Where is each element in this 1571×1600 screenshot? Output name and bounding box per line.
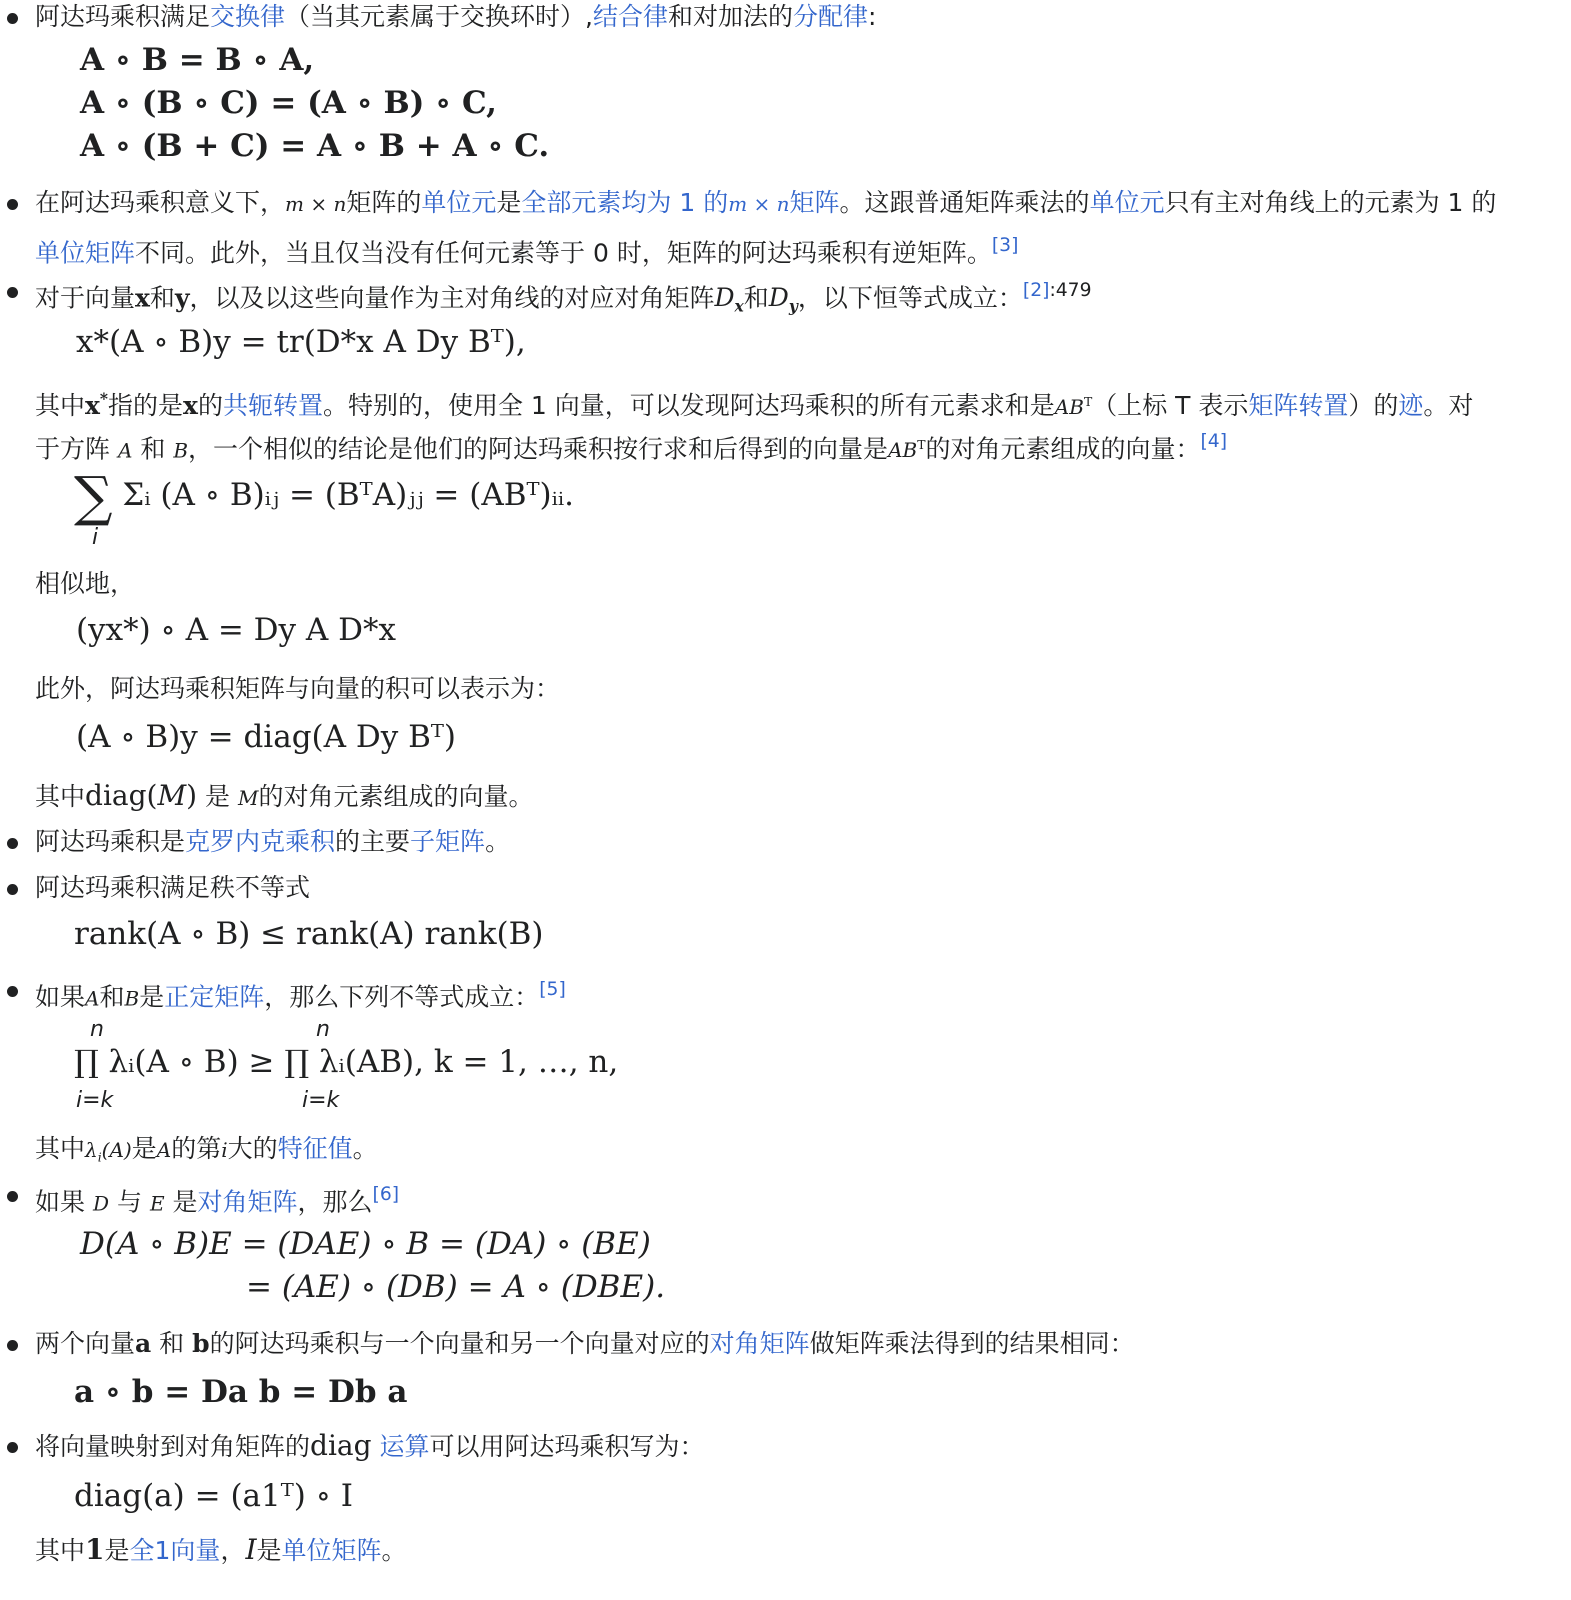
link-identity-element[interactable]: 单位元 bbox=[421, 188, 497, 217]
item3-similarly: 相似地， bbox=[35, 569, 136, 598]
text: 是 bbox=[104, 1536, 130, 1565]
math-mn: m × n bbox=[728, 192, 790, 216]
text: ，那么 bbox=[297, 1187, 373, 1217]
ref-3[interactable]: [3] bbox=[991, 235, 1019, 256]
math-M: M bbox=[237, 786, 259, 810]
link-associative[interactable]: 结合律 bbox=[592, 2, 668, 31]
bullet-1 bbox=[7, 13, 18, 24]
math-y: y bbox=[174, 283, 190, 313]
link-identity-matrix-2[interactable]: 单位矩阵 bbox=[281, 1536, 382, 1565]
link-diagonal-matrix-2[interactable]: 对角矩阵 bbox=[709, 1329, 810, 1358]
math-ABT: $AB^T$ bbox=[1054, 394, 1093, 420]
text: 是 bbox=[256, 1536, 282, 1565]
formula-vector-hadamard: a ∘ b = Da b = Db a bbox=[74, 1374, 408, 1410]
ref-5[interactable]: [5] bbox=[539, 979, 566, 1000]
math-x: x bbox=[85, 391, 100, 421]
link-all-ones[interactable]: 全1 bbox=[129, 1536, 171, 1565]
link-transpose[interactable]: 矩阵转置 bbox=[1248, 391, 1349, 421]
link-diagonal-matrix[interactable]: 对角矩阵 bbox=[197, 1187, 298, 1217]
text: 大的 bbox=[227, 1134, 278, 1163]
text: 做矩阵乘法得到的结果相同： bbox=[809, 1329, 1135, 1358]
item9-where bbox=[35, 1533, 407, 1568]
bullet-2 bbox=[7, 199, 18, 210]
link-trace[interactable]: 迹 bbox=[1398, 391, 1424, 421]
formula-commutative: A ∘ B = B ∘ A, bbox=[80, 42, 315, 78]
item7-text bbox=[35, 1178, 399, 1220]
text: : bbox=[868, 2, 877, 31]
formula-diag-scaling-1: D(A ∘ B)E = (DAE) ∘ B = (DA) ∘ (BE) bbox=[80, 1226, 651, 1262]
text: 其中 bbox=[35, 1134, 86, 1163]
text: ，那么下列不等式成立： bbox=[264, 982, 540, 1012]
text: 是 bbox=[205, 782, 231, 811]
math-one-vector: 1 bbox=[85, 1533, 105, 1566]
link-kronecker[interactable]: 克罗内克乘积 bbox=[185, 827, 336, 856]
item3-para1 bbox=[35, 382, 1473, 424]
text: 将向量映射到对角矩阵的 bbox=[35, 1432, 311, 1461]
prod1-upper: n bbox=[90, 1017, 104, 1042]
text: 两个向量 bbox=[35, 1329, 136, 1358]
item6-text bbox=[35, 973, 566, 1015]
formula-similar: (yx*) ∘ A = Dy A D*x bbox=[76, 612, 396, 648]
text: 和对加法的 bbox=[668, 2, 794, 31]
math-B: B bbox=[173, 438, 189, 463]
item6-where bbox=[35, 1132, 378, 1174]
text: ，一个相似的结论是他们的阿达玛乘积按行求和后得到的向量是 bbox=[188, 434, 889, 464]
text: 的阿达玛乘积与一个向量和另一个向量对应的 bbox=[209, 1329, 710, 1358]
text: 与 bbox=[116, 1187, 142, 1217]
text: 只有主对角线上的元素为 1 的 bbox=[1164, 188, 1497, 217]
math-a: a bbox=[135, 1329, 152, 1358]
text: 于方阵 bbox=[35, 434, 111, 464]
math-x: x bbox=[135, 283, 150, 313]
text: 的第 bbox=[171, 1134, 222, 1163]
prod2-upper: n bbox=[316, 1017, 330, 1042]
math-I: I bbox=[245, 1533, 257, 1566]
math-mn: m × n bbox=[285, 192, 347, 216]
text: 。 bbox=[381, 1536, 407, 1565]
ref-2[interactable]: [2] bbox=[1022, 280, 1050, 301]
sum-symbol: ∑ bbox=[74, 465, 113, 528]
text: ，以下恒等式成立： bbox=[797, 283, 1023, 313]
link-all-ones-matrix[interactable] bbox=[521, 188, 839, 217]
math-x: x bbox=[183, 391, 198, 421]
text: 是 bbox=[131, 1134, 157, 1163]
math-A: A bbox=[156, 1138, 172, 1162]
text: 矩阵的 bbox=[346, 188, 422, 217]
formula-eigen-product: ∏ λᵢ(A ∘ B) ≥ ∏ λᵢ(AB), k = 1, …, n, bbox=[74, 1044, 619, 1080]
text: 如果 bbox=[35, 982, 86, 1012]
link-positive-definite[interactable]: 正定矩阵 bbox=[164, 982, 265, 1012]
text: 其中 bbox=[35, 782, 86, 811]
formula-associative: A ∘ (B ∘ C) = (A ∘ B) ∘ C, bbox=[80, 85, 497, 121]
math-i: i bbox=[221, 1138, 228, 1162]
math-E: E bbox=[149, 1191, 165, 1216]
ref-4[interactable]: [4] bbox=[1200, 431, 1228, 452]
link-identity-matrix[interactable]: 单位矩阵 bbox=[35, 238, 136, 268]
formula-distributive: A ∘ (B + C) = A ∘ B + A ∘ C. bbox=[80, 128, 550, 164]
math-diagM: diag(M) bbox=[85, 779, 198, 812]
math-A: A bbox=[85, 986, 100, 1011]
item4-text bbox=[35, 825, 510, 859]
text: 其中 bbox=[35, 391, 86, 421]
text: （上标 T 表示 bbox=[1092, 391, 1249, 421]
link-submatrix[interactable]: 子矩阵 bbox=[410, 827, 486, 856]
text: 。 bbox=[485, 827, 511, 856]
text: ，以及以这些向量作为主对角线的对应对角矩阵 bbox=[189, 283, 715, 313]
link-distributive[interactable]: 分配律 bbox=[793, 2, 869, 31]
math-b: b bbox=[192, 1329, 210, 1358]
text: 在阿达玛乘积意义下， bbox=[35, 188, 286, 217]
math-y: y bbox=[788, 296, 798, 316]
text: ， bbox=[220, 1536, 246, 1565]
item3-line1 bbox=[35, 274, 1092, 324]
formula-diag-vector: diag(a) = (a1ᵀ) ∘ I bbox=[74, 1478, 353, 1514]
text: 对于向量 bbox=[35, 283, 136, 313]
item8-text bbox=[35, 1327, 1135, 1361]
text: 。对 bbox=[1423, 391, 1474, 421]
bullet-9 bbox=[7, 1442, 18, 1453]
bullet-8 bbox=[7, 1340, 18, 1351]
item3-para2 bbox=[35, 425, 1227, 467]
text: 。这跟普通矩阵乘法的 bbox=[839, 188, 1090, 217]
item5-text: 阿达玛乘积满足秩不等式 bbox=[35, 873, 311, 902]
text: 不同。此外，当且仅当没有任何元素等于 0 时，矩阵的阿达玛乘积有逆矩阵。 bbox=[135, 238, 992, 268]
text: 指的是 bbox=[108, 391, 184, 421]
link-identity-element-2[interactable]: 单位元 bbox=[1089, 188, 1165, 217]
formula-row-sum bbox=[74, 465, 574, 528]
text: 和 bbox=[159, 1329, 185, 1358]
text: 。特别的，使用全 1 向量，可以发现阿达玛乘积的所有元素求和是 bbox=[322, 391, 1055, 421]
link-eigenvalue[interactable]: 特征值 bbox=[277, 1134, 353, 1163]
math-Dy: $D_y$ bbox=[768, 283, 798, 316]
text: 可以用阿达玛乘积写为： bbox=[429, 1432, 705, 1461]
text: 的主要 bbox=[335, 827, 411, 856]
link-vector[interactable]: 向量 bbox=[170, 1536, 221, 1565]
math-diag: diag bbox=[310, 1429, 372, 1462]
text: 是 bbox=[496, 188, 522, 217]
ref-6[interactable]: [6] bbox=[372, 1184, 400, 1205]
bullet-3 bbox=[7, 287, 18, 298]
text: 的对角元素组成的向量： bbox=[925, 434, 1201, 464]
math-ABT: $AB^T$ bbox=[888, 437, 926, 463]
sum-expression: Σᵢ (A ∘ B)ᵢⱼ = (BᵀA)ⱼⱼ = (ABᵀ)ᵢᵢ. bbox=[122, 477, 574, 513]
bullet-5 bbox=[7, 884, 18, 895]
text: 是 bbox=[139, 982, 165, 1012]
text: 和 bbox=[149, 283, 175, 313]
item9-text bbox=[35, 1429, 705, 1464]
formula-diag-scaling-2: = (AE) ∘ (DB) = A ∘ (DBE). bbox=[246, 1269, 666, 1305]
prod2-lower: i=k bbox=[302, 1088, 340, 1113]
bullet-4 bbox=[7, 838, 18, 849]
text: 。 bbox=[352, 1134, 378, 1163]
item3-where bbox=[35, 779, 533, 815]
text: 是 bbox=[172, 1187, 198, 1217]
link-operation[interactable]: 运算 bbox=[379, 1432, 430, 1461]
math-lambda-i-A: $\lambda_i(A)$ bbox=[85, 1138, 132, 1165]
formula-rank: rank(A ∘ B) ≤ rank(A) rank(B) bbox=[74, 916, 544, 952]
link-text: 全部元素均为 1 的 bbox=[521, 188, 729, 217]
text: 的对角元素组成的向量。 bbox=[258, 782, 534, 811]
item3-moreover: 此外，阿达玛乘积矩阵与向量的积可以表示为： bbox=[35, 674, 561, 703]
sum-index: i bbox=[92, 525, 99, 550]
prod1-lower: i=k bbox=[76, 1088, 114, 1113]
text: 的 bbox=[197, 391, 223, 421]
ref-page: :479 bbox=[1049, 280, 1092, 301]
text: 和 bbox=[743, 283, 769, 313]
link-commutative[interactable]: 交换律 bbox=[210, 2, 286, 31]
math-x: x bbox=[734, 296, 744, 316]
text: 和 bbox=[99, 982, 125, 1012]
text: 阿达玛乘积满足 bbox=[35, 2, 211, 31]
math-D: D bbox=[92, 1191, 110, 1216]
text: ）的 bbox=[1348, 391, 1399, 421]
math-B: B bbox=[124, 986, 140, 1011]
link-conjugate-transpose[interactable]: 共轭转置 bbox=[222, 391, 323, 421]
formula-diag: (A ∘ B)y = diag(A Dy Bᵀ) bbox=[76, 719, 456, 755]
text: 如果 bbox=[35, 1187, 86, 1217]
item1-text bbox=[35, 0, 876, 34]
text: 和 bbox=[140, 434, 166, 464]
text: 阿达玛乘积是 bbox=[35, 827, 186, 856]
text: 其中 bbox=[35, 1536, 86, 1565]
math-x-star: x* bbox=[85, 389, 109, 421]
formula-trace-identity: x*(A ∘ B)y = tr(D*x A Dy Bᵀ), bbox=[76, 324, 526, 360]
bullet-6 bbox=[7, 986, 18, 997]
item2-line2 bbox=[35, 229, 1018, 270]
math-Dx: $D_x$ bbox=[714, 283, 744, 316]
bullet-7 bbox=[7, 1191, 18, 1202]
item2-line1 bbox=[35, 186, 1496, 221]
math-A: A bbox=[117, 438, 133, 463]
link-text: 矩阵 bbox=[789, 188, 840, 217]
text: （当其元素属于交换环时）, bbox=[285, 2, 593, 31]
